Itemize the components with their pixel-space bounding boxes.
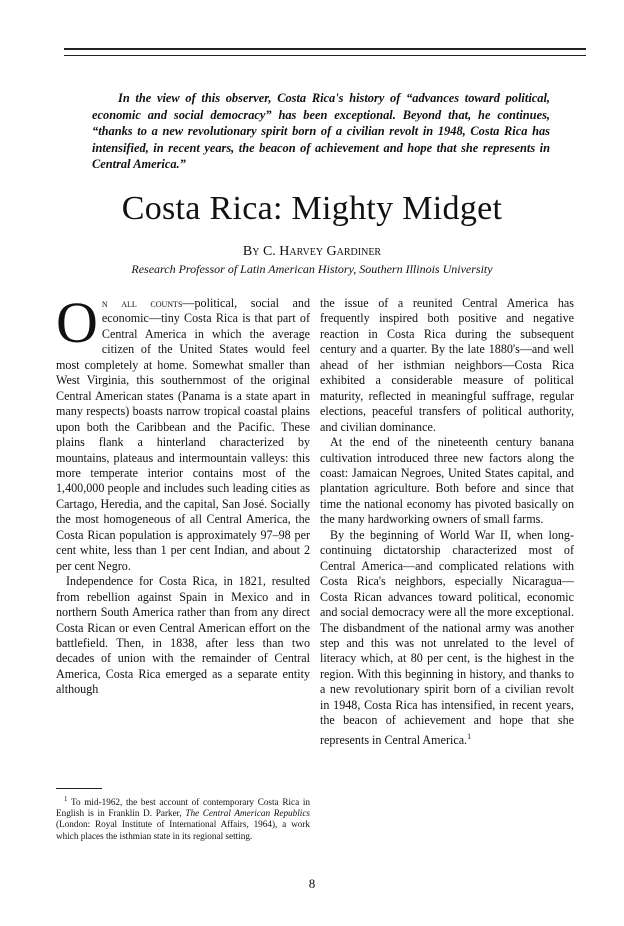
paragraph-4: At the end of the nineteenth century banana cultivation introduced three new factors along the coast: Jamaican Negroes, United States capital, and plantation agriculture. Both before and since that time the national economy has pivoted basically on the many hardworking owners of small farms. xyxy=(320,435,574,527)
footnote-text-2: (London: Royal Institute of International Affairs, 1964), a work which places the isthmian state in its regional setting. xyxy=(56,819,310,841)
author-affiliation: Research Professor of Latin American History, Southern Illinois University xyxy=(131,262,493,276)
paragraph-2: Independence for Costa Rica, in 1821, resulted from rebellion against Spain in Mexico and in northern South America rather than from any direct Costa Rican or even Central American effort on the battlefield. Then, in 1838, after less than two decades of union with the remainder of Central America, Costa Rica emerged as a separate entity although xyxy=(56,574,310,697)
editorial-intro: In the view of this observer, Costa Rica's history of “advances toward political, economic and social democracy” has been exceptional. Beyond that, he continues, “thanks to a new revolutionary spirit born of a civilian revolt in 1948, Costa Rica has intensified, in recent years, the beacon of achievement and hope that she represents in Central America.” xyxy=(92,91,550,171)
paragraph-5 xyxy=(320,528,574,748)
right-column xyxy=(320,296,574,748)
footnote-rule xyxy=(56,788,102,789)
footnote-marker: 1 xyxy=(64,795,68,803)
footnote-text-1: To mid-1962, the best account of contemporary Costa Rica in English is in Franklin D. Parker, xyxy=(56,797,310,819)
paragraph-3: the issue of a reunited Central America has frequently inspired both positive and negative reaction in Costa Rica during the subsequent century and a quarter. By the late 1880's—and well ahead of her isthmian neighbors—Costa Rica exhibited a considerable measure of political maturity, reflected in meaningful suffrage, regular elections, peaceful transfers of political authority, and civilian dominance. xyxy=(320,296,574,434)
header-rule-bottom xyxy=(64,55,586,56)
drop-cap: O xyxy=(56,290,98,355)
footnote-book-title: The Central American Republics xyxy=(185,808,310,819)
lead-in-smallcaps: n all counts xyxy=(101,296,183,310)
page-number: 8 xyxy=(308,876,316,891)
left-column xyxy=(56,290,310,698)
footnote xyxy=(56,794,310,842)
footnote-reference: 1 xyxy=(467,731,472,741)
paragraph-1-text: —political, social and economic—tiny Costa Rica is that part of Central America in which the average citizen of the United States would feel most completely at home. Somewhat smaller than West Virginia, this southernmost of the original Central American states (Panama is a state apart in many respects) boasts narrow tropical coastal plains upon both the Caribbean and the Pacific. These plains flank a hinterland characterized by mountains, plateaus and intermountain valleys: this more temperate interior contains most of the 1,400,000 people and includes such leading cities as Cartago, Heredia, and the capital, San José. Socially the most homogeneous of all Central America, the Costa Rican population is approximately 97–98 per cent white, less than 1 per cent Indian, and about 2 per cent Negro. xyxy=(56,296,310,573)
author-byline: By C. Harvey Gardiner xyxy=(242,244,382,259)
paragraph-1 xyxy=(56,290,310,574)
article-title: Costa Rica: Mighty Midget xyxy=(121,190,503,227)
header-rule-top xyxy=(64,48,586,50)
paragraph-5-text: By the beginning of World War II, when long-continuing dictatorship characterized most of Central America—and complicated relations with Costa Rica's neighbors, especially Nicaragua—Costa Rican advances toward political, economic and social democracy were all the more exceptional. The disbandment of the national army was another step and this was not unrelated to the level of literacy which, at 80 per cent, is the highest in the region. With this beginning in history, and thanks to a new revolutionary spirit born of a civilian revolt in 1948, Costa Rica has intensified, in recent years, the beacon of achievement and hope that she represents in Central America. xyxy=(320,527,574,747)
